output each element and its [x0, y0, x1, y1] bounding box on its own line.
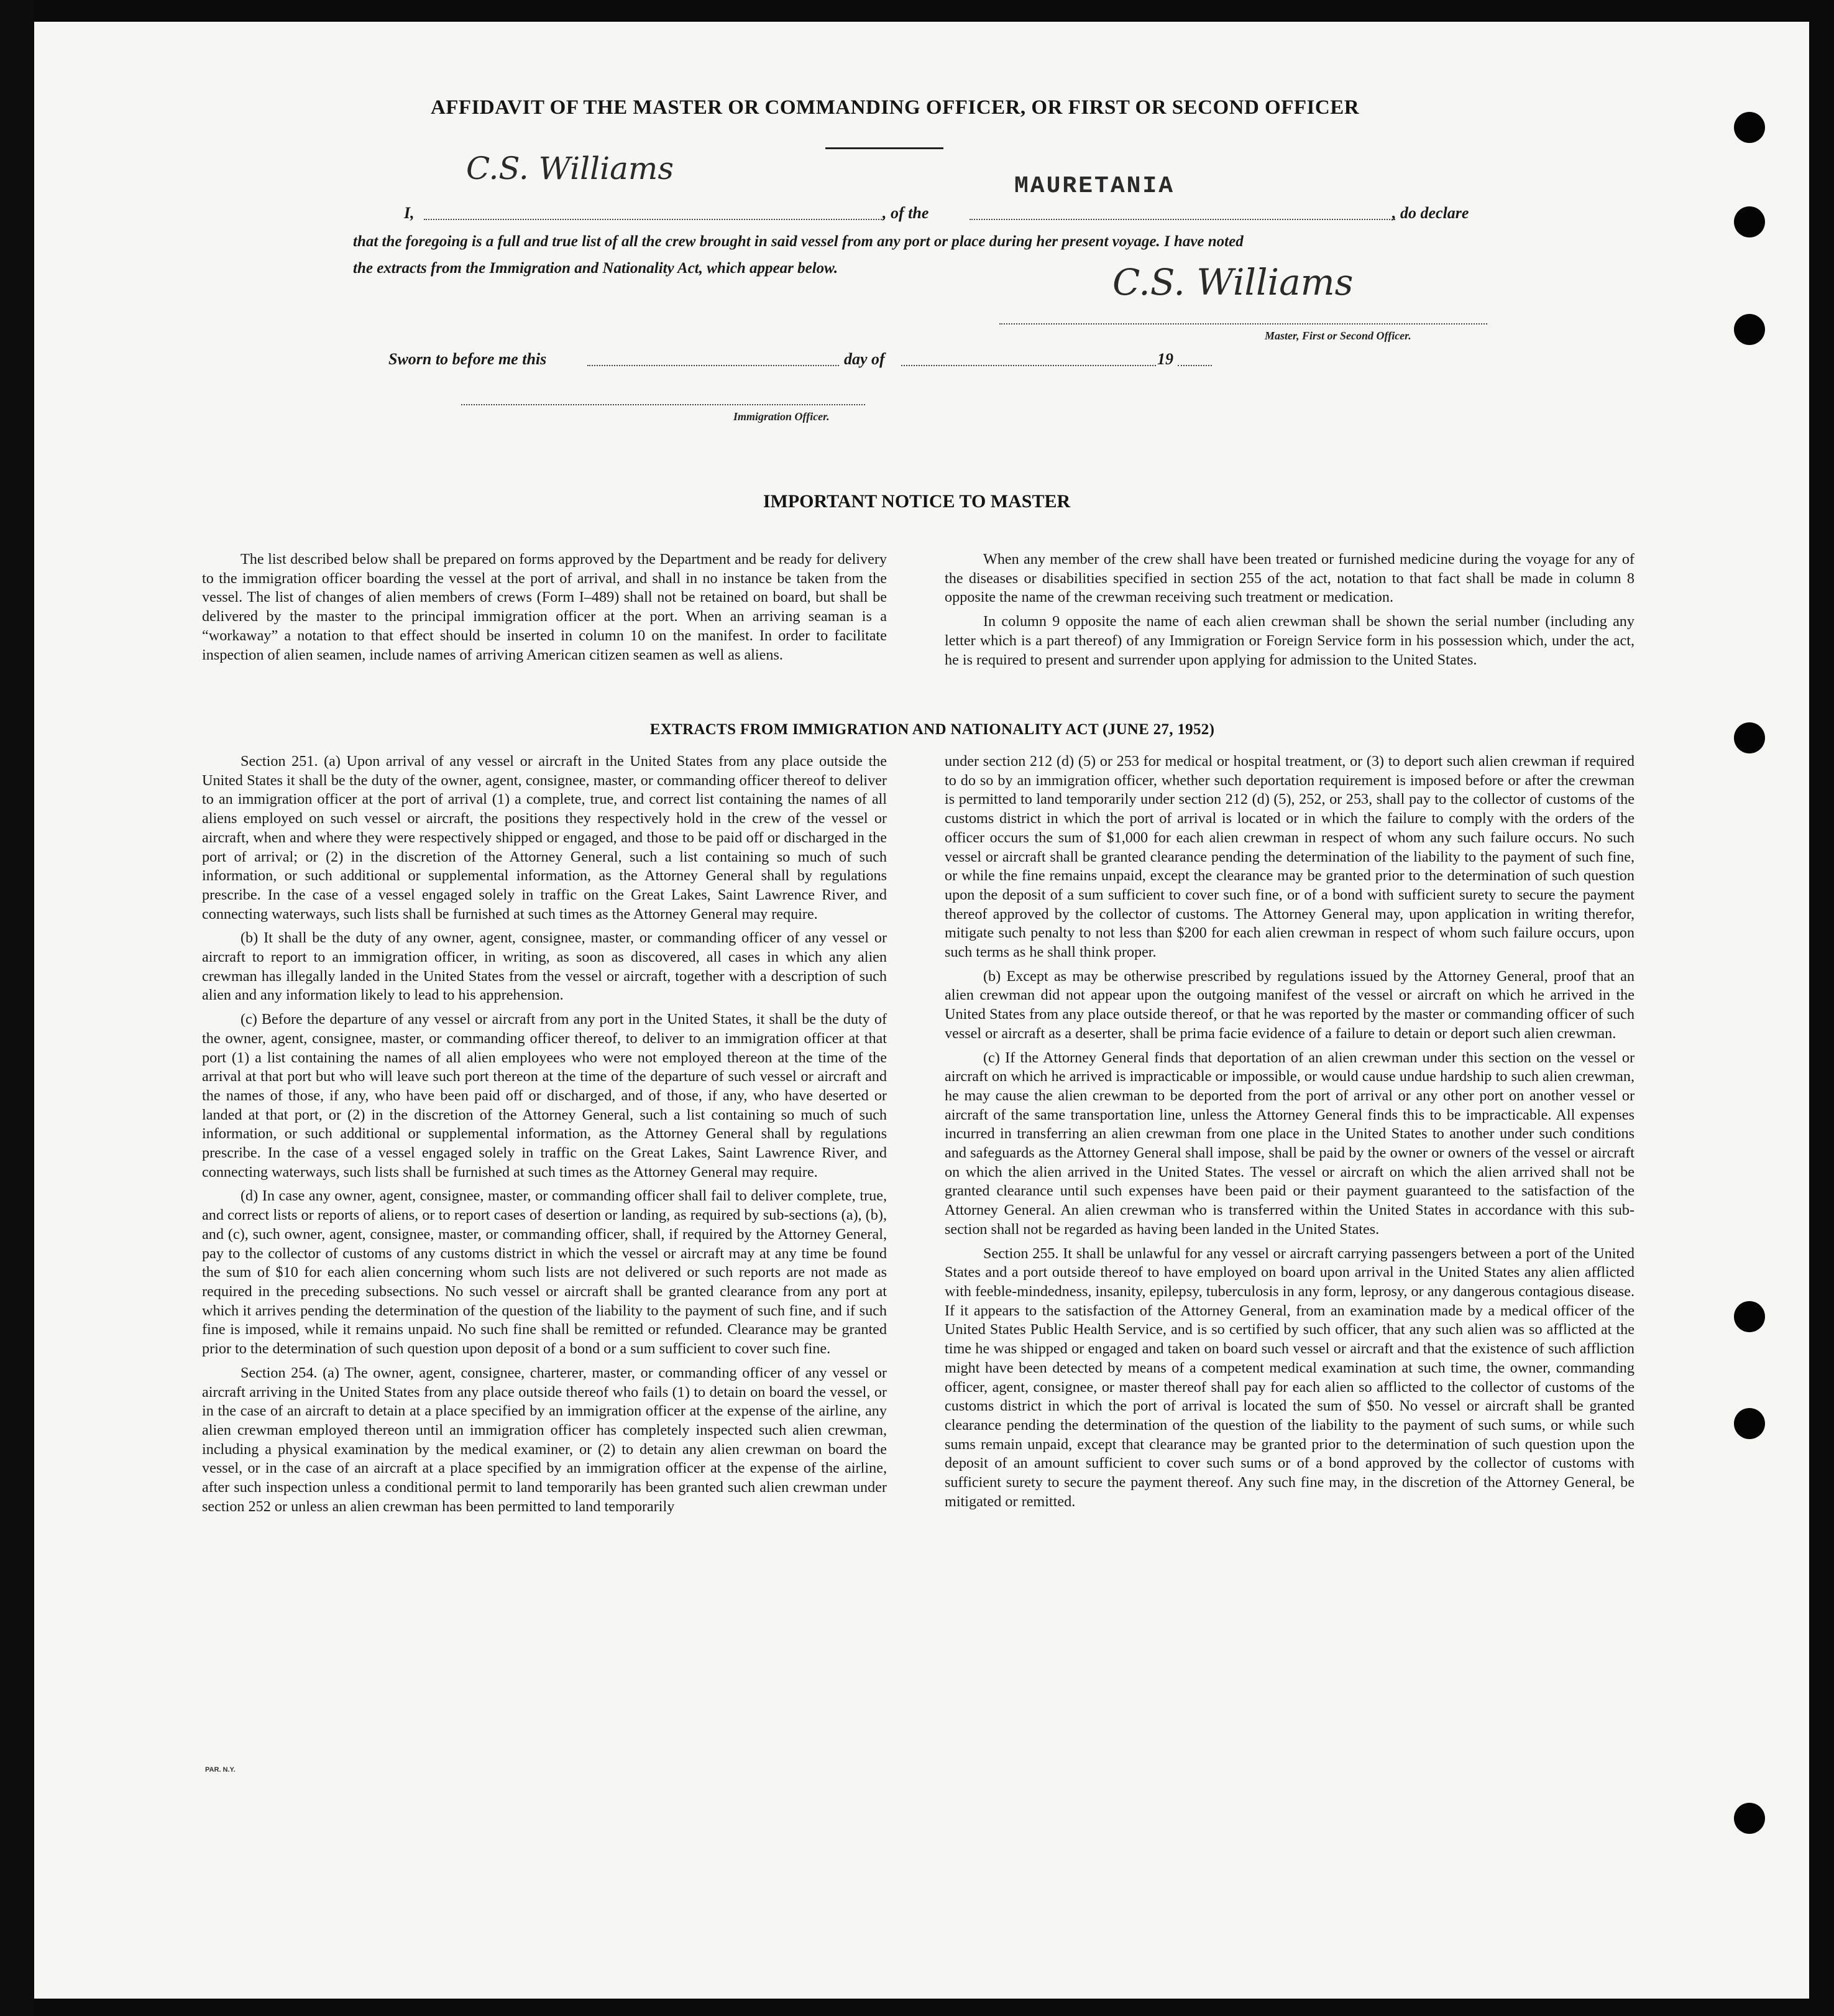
sworn-month-line	[901, 365, 1156, 366]
binder-hole	[1734, 112, 1765, 143]
extract-paragraph: Section 255. It shall be unlawful for any vessel or aircraft carrying passengers between a port of the United States and a port outside thereof to have employed on board upon arrival in the United States any alien afflicted with feeble-mindedness, insanity, epilepsy, tuberculosis in any form, leprosy, or any dangerous contagious disease. If it appears to the satisfaction of the Attorney General, from an examination made by a medical officer of the United States Public Health Service, and is so certified by such officer, that any such alien was so afflicted at the time he was shipped or engaged and taken on board such vessel or aircraft and that the existence of such affliction might have been detected by means of a competent medical examination at such time, the owner, commanding officer, agent, consignee, or master thereof shall pay for each alien so afflicted to the collector of customs of the customs district in which the port of arrival is located the sum of $50. No vessel or aircraft shall be granted clearance pending the determination of the question of the liability to the payment of such sums, or while such sums remain unpaid, except that clearance may be granted prior to the determination of such question upon the deposit of an amount sufficient to cover such sums or of a bond approved by the collector of customs with sufficient surety to secure the payment thereof. Any such fine may, in the discretion of the Attorney General, be mitigated or remitted.	[945, 1245, 1635, 1510]
immigration-officer-caption: Immigration Officer.	[733, 410, 830, 423]
scan-edge	[0, 0, 34, 2016]
extract-paragraph: (c) Before the departure of any vessel or aircraft from any port in the United States, it shall be the duty of the owner, agent, consignee, master, or commanding officer thereof, to deliver to an immigration officer at that port (1) a list containing the names of all alien employees who were not employed thereon at the time of the arrival at that port but who will leave such port thereon at the time of the departure of such vessel or aircraft and the names of those, if any, who have been paid off or discharged, and of those, if any, who have deserted or landed at that port, or (2) in the discretion of the Attorney General, such a list containing so much of such information, or such additional or supplemental information, as the Attorney General shall by regulations prescribe. In the case of a vessel engaged solely in traffic on the Great Lakes, Saint Lawrence River, and connecting waterways, such lists shall be furnished at such times as the Attorney General may require.	[202, 1011, 887, 1181]
binder-hole	[1734, 722, 1765, 753]
name-field-line	[424, 219, 884, 220]
i-label: I,	[404, 204, 415, 222]
extract-paragraph: (d) In case any owner, agent, consignee, master, or commanding officer shall fail to deliver complete, true, and correct lists or reports of aliens, or to report cases of desertion or landing, as required by sub-sections (a), (b), and (c), such owner, agent, consignee, master, or commanding officer, shall, if required by the Attorney General, pay to the collector of customs of any customs district in which the vessel or aircraft may at any time be found the sum of $10 for each alien concerning whom such lists are not delivered or such reports are not made as required in the preceding subsections. No such vessel or aircraft shall be granted clearance from any port at which it arrives pending the determination of the question of the liability to the payment of such fine, and if such fine is imposed, while it remains unpaid. No such fine shall be remitted or refunded. Clearance may be granted prior to the determination of such question upon deposit of a bond or a sum sufficient to cover such fine.	[202, 1187, 887, 1358]
handwritten-name: C.S. Williams	[466, 150, 674, 186]
officer-signature: C.S. Williams	[1112, 261, 1354, 303]
extract-paragraph: (b) It shall be the duty of any owner, agent, consignee, master, or commanding officer of any vessel or aircraft to report to an immigration officer, in writing, as soon as discovered, all cases in which any alien crewman has illegally landed in the United States from the vessel or aircraft, together with a description of such alien and any information likely to lead to his apprehension.	[202, 929, 887, 1004]
extract-paragraph: Section 251. (a) Upon arrival of any vessel or aircraft in the United States from any place outside the United States it shall be the duty of the owner, agent, consignee, master, or commanding officer thereof to deliver to an immigration officer at the port of arrival (1) a complete, true, and correct list containing the names of all aliens employed on such vessel or aircraft, the positions they respectively hold in the crew of the vessel or aircraft, when and where they were respectively shipped or engaged, and those to be paid off or discharged in the port of arrival; or (2) in the discretion of the Attorney General, such a list containing so much of such information, or such additional or supplemental information, as the Attorney General shall by regulations prescribe. In the case of a vessel engaged solely in traffic on the Great Lakes, Saint Lawrence River, and connecting waterways, such lists shall be furnished at such times as the Attorney General may require.	[202, 753, 887, 923]
notice-title: IMPORTANT NOTICE TO MASTER	[763, 491, 1071, 512]
extracts-left-column	[202, 752, 887, 1521]
notice-right-column	[945, 550, 1635, 674]
sworn-day-line	[587, 365, 839, 366]
extracts-title: EXTRACTS FROM IMMIGRATION AND NATIONALITY ACT (JUNE 27, 1952)	[649, 721, 1215, 738]
extract-paragraph: (c) If the Attorney General finds that deportation of an alien crewman under this section on the vessel or aircraft on which he arrived is impracticable or impossible, or would cause undue hardship to such alien crewman, he may cause the alien crewman to be deported from the port of arrival or any other port on another vessel or aircraft of the same transportation line, unless the Attorney General finds this to be impracticable. All expenses incurred in transferring an alien crewman from one place in the United States to another under such conditions and safeguards as the Attorney General shall impose, shall be paid by the owner or owners of the vessel or aircraft on which the alien arrived in the United States. The vessel or aircraft on which the alien arrived shall not be granted clearance until such expenses have been paid or their payment guaranteed to the satisfaction of the Attorney General. An alien crewman who is transferred within the United States in accordance with this sub-section shall not be regarded as having been landed in the United States.	[945, 1049, 1635, 1238]
declaration-line-2: the extracts from the Immigration and Nationality Act, which appear below.	[353, 260, 838, 277]
sworn-label: Sworn to before me this	[388, 350, 547, 368]
notice-paragraph: In column 9 opposite the name of each alien crewman shall be shown the serial number (including any letter which is a part thereof) of any Immigration or Foreign Service form in his possession which, under the act, he is required to present and surrender upon applying for admission to the United States.	[945, 613, 1635, 668]
affidavit-title: AFFIDAVIT OF THE MASTER OR COMMANDING OFFICER, OR FIRST OR SECOND OFFICER	[430, 96, 1360, 119]
binder-hole	[1734, 1301, 1765, 1332]
binder-hole	[1734, 314, 1765, 345]
of-the-label: , of the	[883, 204, 929, 222]
binder-hole	[1734, 1408, 1765, 1439]
notice-left-column	[202, 550, 887, 670]
extract-paragraph: (b) Except as may be otherwise prescribed by regulations issued by the Attorney General, proof that an alien crewman did not appear upon the outgoing manifest of the vessel or aircraft on which he arrived in the United States from any place outside thereof, or that he was reported by the master or commanding officer of such vessel or aircraft as a deserter, shall be prima facie evidence of a failure to detain or deport such alien crewman.	[945, 967, 1635, 1042]
extracts-right-column	[945, 752, 1635, 1516]
binder-hole	[1734, 1803, 1765, 1834]
day-of-label: day of	[844, 350, 885, 368]
declaration-line-1: that the foregoing is a full and true list of all the crew brought in said vessel from any port or place during her present voyage. I have noted	[353, 233, 1244, 250]
binder-hole	[1734, 206, 1765, 237]
sworn-year-line	[1178, 365, 1212, 366]
immigration-officer-line	[461, 404, 865, 405]
year-label: 19	[1157, 350, 1173, 368]
title-divider	[825, 147, 943, 149]
vessel-field-line	[970, 219, 1395, 220]
vessel-name-stamp: MAURETANIA	[1014, 173, 1175, 200]
do-declare-label: , do declare	[1392, 204, 1469, 222]
printer-mark: PAR. N.Y.	[205, 1766, 236, 1774]
notice-paragraph: The list described below shall be prepared on forms approved by the Department and be ready for delivery to the immigration officer boarding the vessel at the port of arrival, and shall in no instance be taken from the vessel. The list of changes of alien members of crews (Form I–489) shall not be retained on board, but shall be delivered by the master to the principal immigration officer at the port. When an arriving seaman is a “workaway” a notation to that effect should be inserted in column 10 on the manifest. In order to facilitate inspection of alien seamen, include names of arriving American citizen seamen as well as aliens.	[202, 551, 887, 663]
signature-line	[999, 323, 1487, 324]
notice-paragraph: When any member of the crew shall have been treated or furnished medicine during the voyage for any of the diseases or disabilities specified in section 255 of the act, notation to that fact shall be made in column 8 opposite the name of the crewman receiving such treatment or medication.	[945, 551, 1635, 606]
extract-paragraph: under section 212 (d) (5) or 253 for medical or hospital treatment, or (3) to deport such alien crewman if required to do so by an immigration officer, whether such deportation requirement is imposed before or after the crewman is permitted to land temporarily under section 212 (d) (5), 252, or 253, shall pay to the collector of customs of the customs district in which the port of arrival is located or in which the failure to comply with the orders of the officer occurs the sum of $1,000 for each alien crewman in respect of whom any such failure occurs. No such vessel or aircraft shall be granted clearance pending the determination of the liability to the payment of such fine, or while the fine remains unpaid, except the clearance may be granted prior to the determination of such question upon the deposit of a sum sufficient to cover such fine, or of a bond with sufficient surety to secure the payment thereof approved by the collector of customs. The Attorney General may, upon application in writing therefor, mitigate such penalty to not less than $200 for each alien crewman in respect of whom such failure occurs, upon such terms as he shall think proper.	[945, 753, 1635, 961]
signature-caption: Master, First or Second Officer.	[1265, 329, 1411, 342]
extract-paragraph: Section 254. (a) The owner, agent, consignee, charterer, master, or commanding officer of any vessel or aircraft arriving in the United States from any place outside thereof who fails (1) to detain on board the vessel, or in the case of an aircraft to detain at a place specified by an immigration officer at the expense of the airline, any alien crewman employed thereon until an immigration officer has completely inspected such alien crewman, including a physical examination by the medical examiner, or (2) to detain any alien crewman on board the vessel, or in the case of an aircraft at a place specified by an immigration officer at the expense of the airline, after such inspection unless a conditional permit to land temporarily has been granted such alien crewman under section 252 or unless an alien crewman has been permitted to land temporarily	[202, 1364, 887, 1515]
